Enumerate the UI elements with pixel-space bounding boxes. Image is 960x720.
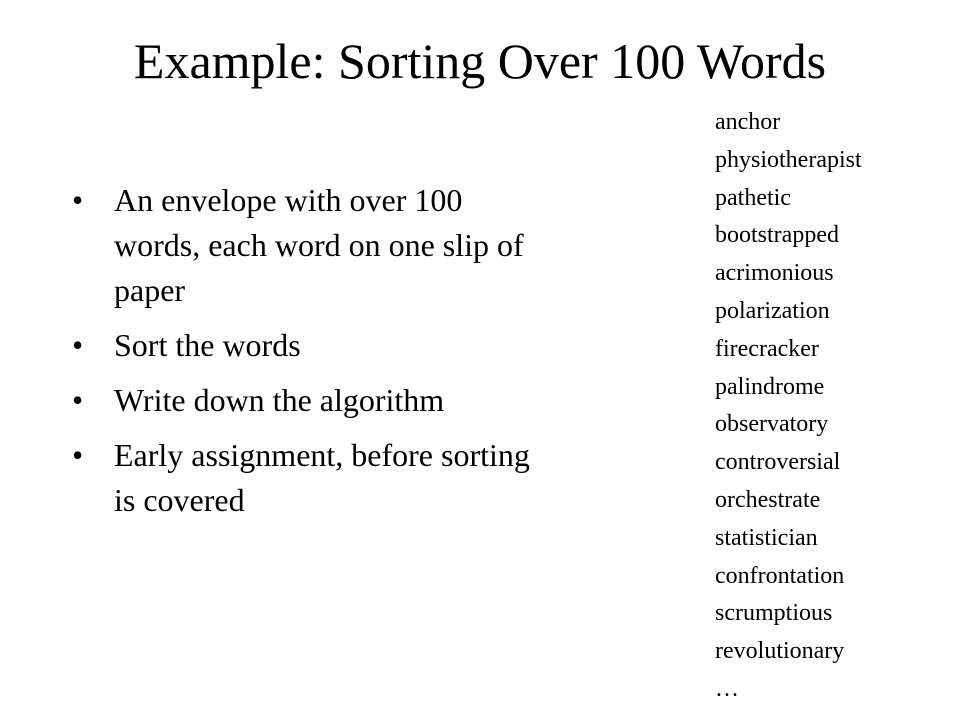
word-item: controversial — [715, 449, 841, 476]
bullet-item — [72, 378, 552, 423]
word-item: acrimonious — [715, 260, 834, 287]
word-item: palindrome — [715, 373, 825, 400]
bullet-text: Write down the algorithm — [114, 382, 445, 418]
word-item: polarization — [715, 297, 830, 324]
word-item: anchor — [715, 109, 781, 135]
word-item: observatory — [715, 411, 829, 438]
word-item: firecracker — [715, 335, 819, 362]
word-item: bootstrapped — [715, 222, 839, 249]
bullet-item — [72, 433, 552, 523]
bullet-marker: • — [72, 437, 84, 473]
bullet-item — [72, 323, 552, 368]
word-item: orchestrate — [715, 486, 821, 513]
word-item: confrontation — [715, 562, 845, 589]
word-item: revolutionary — [715, 638, 845, 665]
word-item: pathetic — [715, 184, 791, 211]
word-item: physiotherapist — [715, 146, 862, 173]
word-item: scrumptious — [715, 600, 833, 627]
word-item: statistician — [715, 524, 818, 551]
bullet-marker: • — [72, 182, 84, 218]
bullet-text: An envelope with over 100 words, each word on one slip of paper — [114, 182, 524, 308]
bullet-text: Sort the words — [114, 327, 301, 363]
word-list — [715, 104, 955, 709]
slide-title: Example: Sorting Over 100 Words — [133, 33, 827, 89]
bullet-marker: • — [72, 382, 84, 418]
bullet-item — [72, 178, 552, 313]
word-ellipsis: … — [715, 675, 739, 702]
bullet-marker: • — [72, 327, 84, 363]
bullet-list — [72, 178, 552, 533]
bullet-text: Early assignment, before sorting is covered — [114, 437, 530, 518]
